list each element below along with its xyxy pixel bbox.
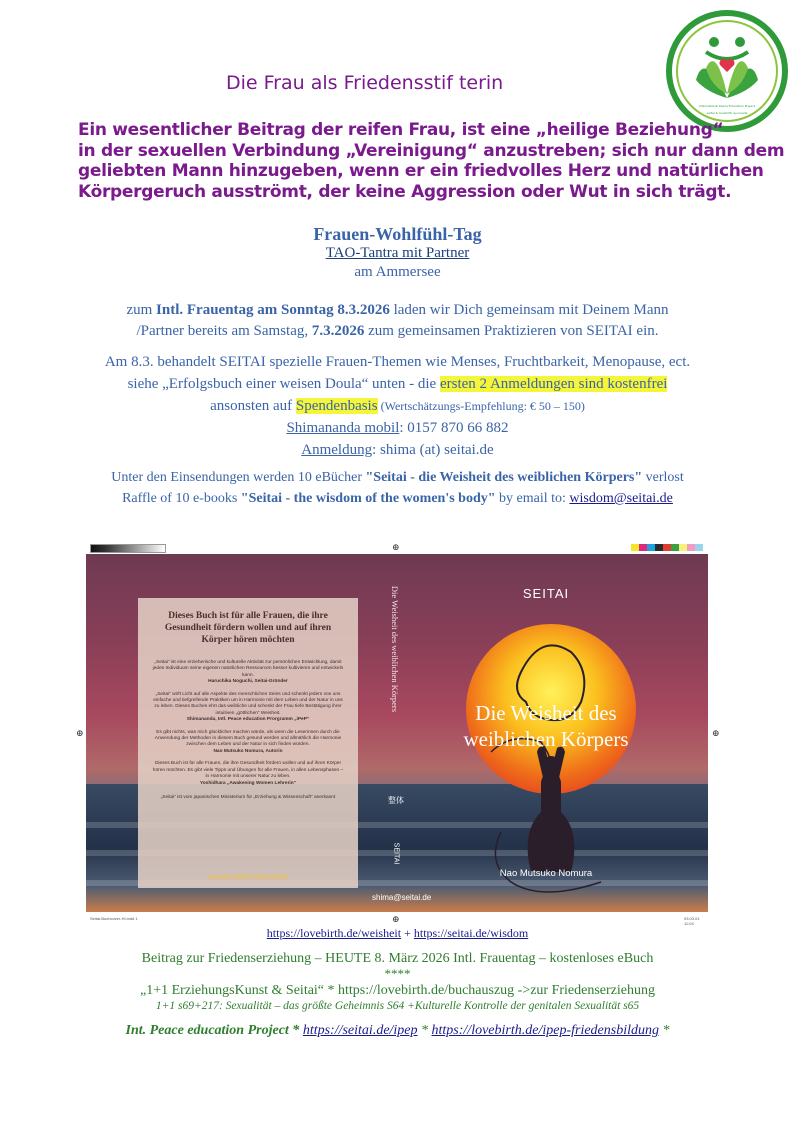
back-quote: „Seitai“ wirft Licht auf alle Aspekte des menschlichen Seins und schenkt jedem von uns einfache und tiefgreifende Praktiken um in Harmonie mit dem Leben und der Natur in uns zu leben. Dieses Buches ehrt das weibliche und schenkt der Frau tiefe Bestätigung ihrer intuitiven „göttlichen“ Weisheit.: [153, 691, 343, 716]
ipep-label: Int. Peace education Project *: [125, 1023, 303, 1038]
ipep-link[interactable]: https://seitai.de/ipep: [302, 1023, 418, 1038]
wisdom-email-link[interactable]: wisdom@seitai.de: [569, 491, 673, 506]
front-title-line: weiblichen Körpers: [463, 727, 629, 751]
front-title-line: Die Weisheit des: [475, 701, 617, 725]
back-quote: Es gibt nichts, was mich glücklicher machen würde, als wenn die Leserinnen durch die Anwendung der Methoden in diesem Buch gesund werden und allmählich die Harmonie zwischen dem Leben und der Natur in sich finden würden.: [154, 729, 342, 748]
print-mark-right: 03.03.01 11:04: [684, 916, 700, 926]
print-strip-color: [631, 544, 639, 551]
back-cover-texts: [152, 660, 344, 801]
front-author: Nao Mutsuko Nomura: [499, 868, 593, 879]
front-brand: SEITAI: [522, 586, 570, 601]
ipep-separator: *: [417, 1023, 432, 1038]
topics-paragraph: [0, 351, 795, 461]
print-strip-color: [647, 544, 655, 551]
back-quote-author: Yoshidhara „Awakening Women Lehrerin“: [199, 780, 297, 786]
spine-brand: SEITAI: [392, 842, 400, 865]
spine-email: shima@seitai.de: [372, 893, 432, 902]
ipep-friedensbildung-link[interactable]: https://lovebirth.de/ipep-friedensbildung: [431, 1023, 659, 1038]
back-cover-title: Dieses Buch ist für alle Frauen, die ihre Gesundheit fördern wollen und auf ihren Körper hören möchten: [164, 611, 332, 645]
date-saturday: 7.3.2026: [311, 323, 365, 339]
print-strip-color: [639, 544, 647, 551]
book-links: [0, 926, 795, 941]
topics-line: Am 8.3. behandelt SEITAI spezielle Frauen-Themen wie Menses, Fruchtbarkeit, Menopause, ect.: [104, 354, 691, 370]
logo-ring-text: International Peace Education Project: [698, 104, 756, 108]
back-quote-author: Shimananda, Intl. Peace education Prorgramm „iPeP“: [186, 717, 310, 723]
ebook-title-de: "Seitai - die Weisheit des weiblichen Körpers": [365, 470, 643, 485]
book-cover-image: [76, 540, 720, 926]
event-location: am Ammersee: [354, 264, 441, 280]
crop-mark-icon: ⊕: [76, 728, 84, 738]
back-quote-author: Nao Mutsuko Nomura, Autorin: [213, 748, 283, 754]
print-strip-color: [671, 544, 679, 551]
text-fragment: Raffle of 10 e-books: [122, 491, 241, 506]
donation-recommendation: (Wertschätzungs-Empfehlung: € 50 – 150): [377, 399, 585, 413]
intro-line: Ein wesentlicher Beitrag der reifen Frau, ist eine „heilige Beziehung“: [78, 120, 724, 140]
raffle-paragraph: [0, 467, 795, 509]
back-cover-panel: [138, 598, 358, 888]
crop-mark-icon: ⊕: [392, 542, 400, 552]
back-cover-url: www.lovebirth.de/weisheit: [207, 874, 289, 881]
ebook-title-en: "Seitai - the wisdom of the women's body": [240, 491, 496, 506]
print-strip-color: [695, 544, 703, 551]
peace-education-logo: [666, 10, 788, 132]
text-fragment: zum: [126, 302, 157, 318]
logo-tagline: seitai & lovebirth ayurveda: [706, 111, 748, 115]
text-fragment: siehe „Erfolgsbuch einer weisen Doula“ unten - die: [127, 376, 440, 392]
weisheit-link[interactable]: https://lovebirth.de/weisheit: [266, 926, 402, 940]
back-quote: „Seitai“ ist eine erzieherische und kulturelle Aktivität zur persönlichen Entwicklung, damit jedes Individuum seine eigenen natürlichen Ressourcen besser kultivieren und entwickeln kann.: [152, 660, 344, 678]
book-spine: [372, 574, 432, 904]
date-sunday: Intl. Frauentag am Sonntag 8.3.2026: [156, 302, 390, 318]
print-strip-color: [655, 544, 663, 551]
print-strip-color: [687, 544, 695, 551]
text-fragment: Unter den Einsendungen werden 10 eBücher: [111, 470, 366, 485]
print-strip-gray: [90, 544, 166, 553]
crop-mark-icon: ⊕: [392, 914, 400, 924]
back-quote: Dieses Buch ist für alle Frauen, die ihre Gesundheit fördern wollen und auf ihren Körper hören möchten. Es gibt viele Tipps und Übungen für alle Frauen, in allen Lebensphasen – in Harmonie mit unserer Natur zu leben.: [152, 761, 344, 780]
page-title: Die Frau als Friedensstif terin: [226, 72, 504, 94]
event-title: Frauen-Wohlfühl-Tag: [313, 224, 482, 244]
ipep-line: [0, 1023, 795, 1039]
plus-separator: +: [401, 926, 414, 940]
spine-japanese: 整体: [388, 796, 404, 805]
pages-reference: 1+1 s69+217: Sexualität – das größte Geheimnis S64 +Kulturelle Kontrolle der genitalen Sexualität s65: [155, 1000, 640, 1012]
invitation-paragraph: [0, 300, 795, 342]
text-fragment: verlost: [642, 470, 684, 485]
text-fragment: by email to:: [495, 491, 570, 506]
intro-paragraph: [78, 120, 784, 202]
event-subtitle-link[interactable]: TAO-Tantra mit Partner: [325, 245, 470, 261]
stars-divider: ****: [384, 966, 411, 981]
print-strip-color: [663, 544, 671, 551]
crop-mark-icon: ⊕: [712, 728, 720, 738]
woman-silhouette-icon: [481, 632, 631, 902]
text-fragment: laden wir Dich gemeinsam mit Deinem Mann: [389, 302, 669, 318]
signup-email: : shima (at) seitai.de: [372, 442, 494, 458]
back-quote-author: Haruchika Noguchi, Seitai-Gründer: [208, 679, 288, 685]
cover-artwork: [86, 554, 708, 912]
spine-title: Die Weisheit des weiblichen Körpers: [390, 585, 400, 713]
back-ministry-note: „Seitai“ ist vom japanischen Ministerium für „Erziehung & Wissenschaft“ anerkannt: [160, 794, 336, 800]
print-mark-left: Seitai-Buchcover-HI.indd 1: [90, 916, 138, 921]
text-fragment: /Partner bereits am Samstag,: [136, 323, 312, 339]
intro-line: in der sexuellen Verbindung „Vereinigung“ anzustreben; sich nur dann dem: [78, 140, 785, 161]
peace-education-line: Beitrag zur Friedenserziehung – HEUTE 8. März 2026 Intl. Frauentag – kostenloses eBuch: [141, 951, 654, 966]
phone-number: : 0157 870 66 882: [399, 420, 509, 436]
erziehungskunst-line: „1+1 ErziehungsKunst & Seitai“ * https://lovebirth.de/buchauszug ->zur Friedenserziehung: [140, 983, 655, 998]
intro-line: geliebten Mann hinzugeben, wenn er ein friedvolles Herz und natürlichen: [78, 161, 764, 181]
text-fragment: ansonsten auf: [210, 398, 296, 414]
front-title: [431, 700, 661, 752]
intro-line: Körpergeruch ausströmt, der keine Aggression oder Wut in sich trägt.: [78, 181, 732, 202]
ipep-end: *: [659, 1023, 670, 1038]
print-strip-color: [679, 544, 687, 551]
wisdom-link[interactable]: https://seitai.de/wisdom: [413, 926, 529, 940]
donation-highlight: Spendenbasis: [295, 398, 378, 414]
phone-link[interactable]: Shimananda mobil: [286, 420, 400, 436]
text-fragment: zum gemeinsamen Praktizieren von SEITAI ein.: [364, 323, 659, 339]
free-signup-highlight: ersten 2 Anmeldungen sind kostenfrei: [439, 376, 668, 392]
signup-link[interactable]: Anmeldung: [301, 442, 373, 458]
